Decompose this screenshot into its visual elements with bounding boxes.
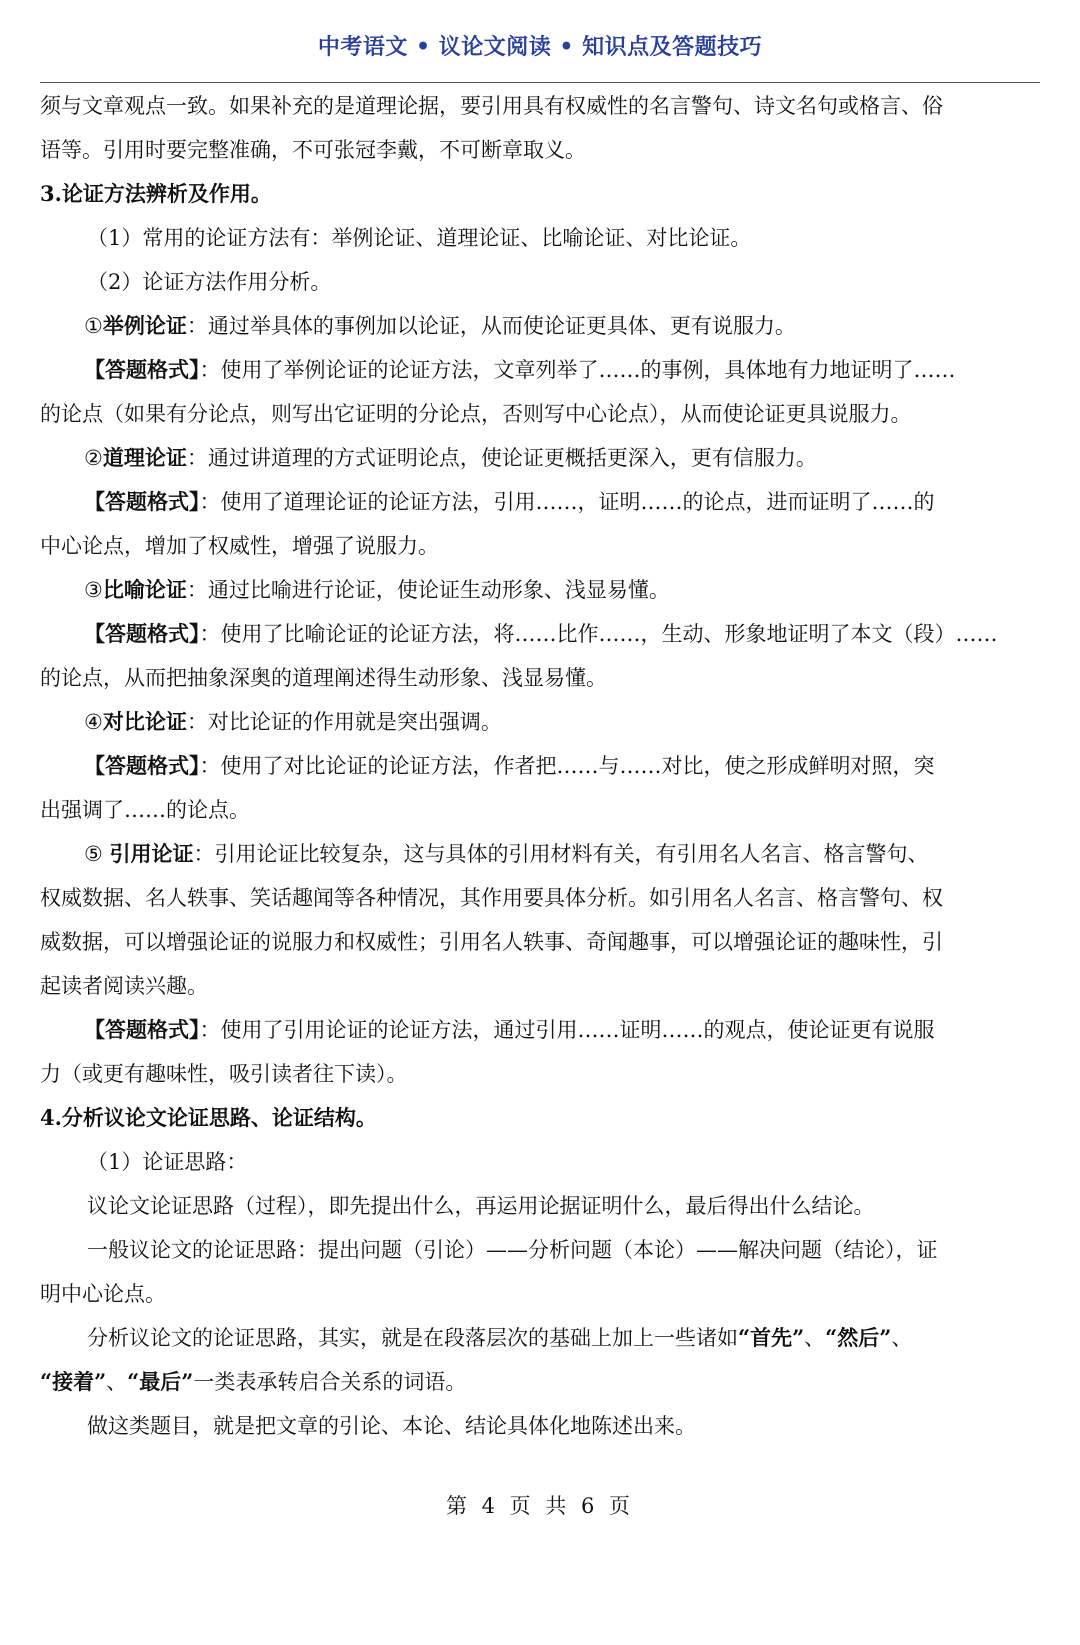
body-line: 一般议论文的论证思路：提出问题（引论）——分析问题（本论）——解决问题（结论），证 <box>87 1238 938 1262</box>
body-line: “接着”、“最后”一类表承转启合关系的词语。 <box>40 1369 467 1394</box>
answer-format-line: 【答题格式】：使用了对比论证的论证方法，作者把……与……对比，使之形成鲜明对照，突 <box>84 753 935 778</box>
answer-format-label: 【答题格式】 <box>84 357 200 382</box>
method-name: 举例论证 <box>102 313 187 338</box>
body-line: 议论文论证思路（过程），即先提出什么，再运用论据证明什么，最后得出什么结论。 <box>87 1194 875 1218</box>
body-line: 的论点，从而把抽象深奥的道理阐述得生动形象、浅显易懂。 <box>40 666 607 690</box>
answer-format-line: 【答题格式】：使用了道理论证的论证方法，引用……，证明……的论点，进而证明了……的 <box>84 489 935 514</box>
method-name: 对比论证 <box>102 709 187 734</box>
body-line: 权威数据、名人轶事、笑话趣闻等各种情况，其作用要具体分析。如引用名人名言、格言警句、权 <box>40 886 943 910</box>
body-line: （1）论证思路： <box>87 1150 248 1174</box>
answer-format-label: 【答题格式】 <box>84 621 200 646</box>
method-line: ②道理论证：通过讲道理的方式证明论点，使论证更概括更深入，更有信服力。 <box>84 445 817 470</box>
answer-format-label: 【答题格式】 <box>84 753 200 778</box>
page-header <box>40 0 1040 83</box>
body-line: 明中心论点。 <box>40 1282 166 1306</box>
method-line: ⑤ 引用论证：引用论证比较复杂，这与具体的引用材料有关，有引用名人名言、格言警句、 <box>84 841 929 866</box>
answer-format-line: 【答题格式】：使用了举例论证的论证方法，文章列举了……的事例，具体地有力地证明了…… <box>84 357 956 382</box>
answer-format-label: 【答题格式】 <box>84 489 200 514</box>
answer-format-line: 【答题格式】：使用了引用论证的论证方法，通过引用……证明……的观点，使论证更有说服 <box>84 1017 935 1042</box>
body-line: 威数据，可以增强论证的说服力和权威性；引用名人轶事、奇闻趣事，可以增强论证的趣味性，引 <box>40 930 943 954</box>
emphasis-word: “然后” <box>825 1325 892 1350</box>
emphasis-word: “最后” <box>127 1369 194 1394</box>
emphasis-word: “接着” <box>40 1369 107 1394</box>
method-name: 引用论证 <box>109 841 194 866</box>
method-line: ①举例论证：通过举具体的事例加以论证，从而使论证更具体、更有说服力。 <box>84 313 796 338</box>
answer-format-label: 【答题格式】 <box>84 1017 200 1042</box>
page-footer <box>0 1490 1080 1520</box>
body-line: 语等。引用时要完整准确，不可张冠李戴，不可断章取义。 <box>40 138 586 162</box>
section-heading: 4.分析议论文论证思路、论证结构。 <box>40 1105 377 1130</box>
body-line: 中心论点，增加了权威性，增强了说服力。 <box>40 534 439 558</box>
page-title: 中考语文 • 议论文阅读 • 知识点及答题技巧 <box>317 34 763 60</box>
document-body <box>40 84 1040 1448</box>
body-line: （1）常用的论证方法有：举例论证、道理论证、比喻论证、对比论证。 <box>87 226 752 250</box>
page-number: 第 4 页 共 6 页 <box>445 1494 635 1518</box>
method-line: ③比喻论证：通过比喻进行论证，使论证生动形象、浅显易懂。 <box>84 577 670 602</box>
emphasis-word: “首先” <box>738 1325 805 1350</box>
body-line: 分析议论文的论证思路，其实，就是在段落层次的基础上加上一些诸如“首先”、“然后”、 <box>87 1325 913 1350</box>
method-line: ④对比论证：对比论证的作用就是突出强调。 <box>84 709 502 734</box>
body-line: 出强调了……的论点。 <box>40 798 250 822</box>
body-line: 的论点（如果有分论点，则写出它证明的分论点，否则写中心论点），从而使论证更具说服力。 <box>40 402 912 426</box>
method-name: 比喻论证 <box>102 577 187 602</box>
section-heading: 3.论证方法辨析及作用。 <box>40 181 272 206</box>
method-name: 道理论证 <box>102 445 187 470</box>
answer-format-line: 【答题格式】：使用了比喻论证的论证方法，将……比作……，生动、形象地证明了本文（段）…… <box>84 621 998 646</box>
body-line: 做这类题目，就是把文章的引论、本论、结论具体化地陈述出来。 <box>87 1414 696 1438</box>
body-line: 须与文章观点一致。如果补充的是道理论据，要引用具有权威性的名言警句、诗文名句或格言、俗 <box>40 94 943 118</box>
body-line: （2）论证方法作用分析。 <box>87 270 332 294</box>
body-line: 起读者阅读兴趣。 <box>40 974 208 998</box>
body-line: 力（或更有趣味性，吸引读者往下读）。 <box>40 1062 408 1086</box>
